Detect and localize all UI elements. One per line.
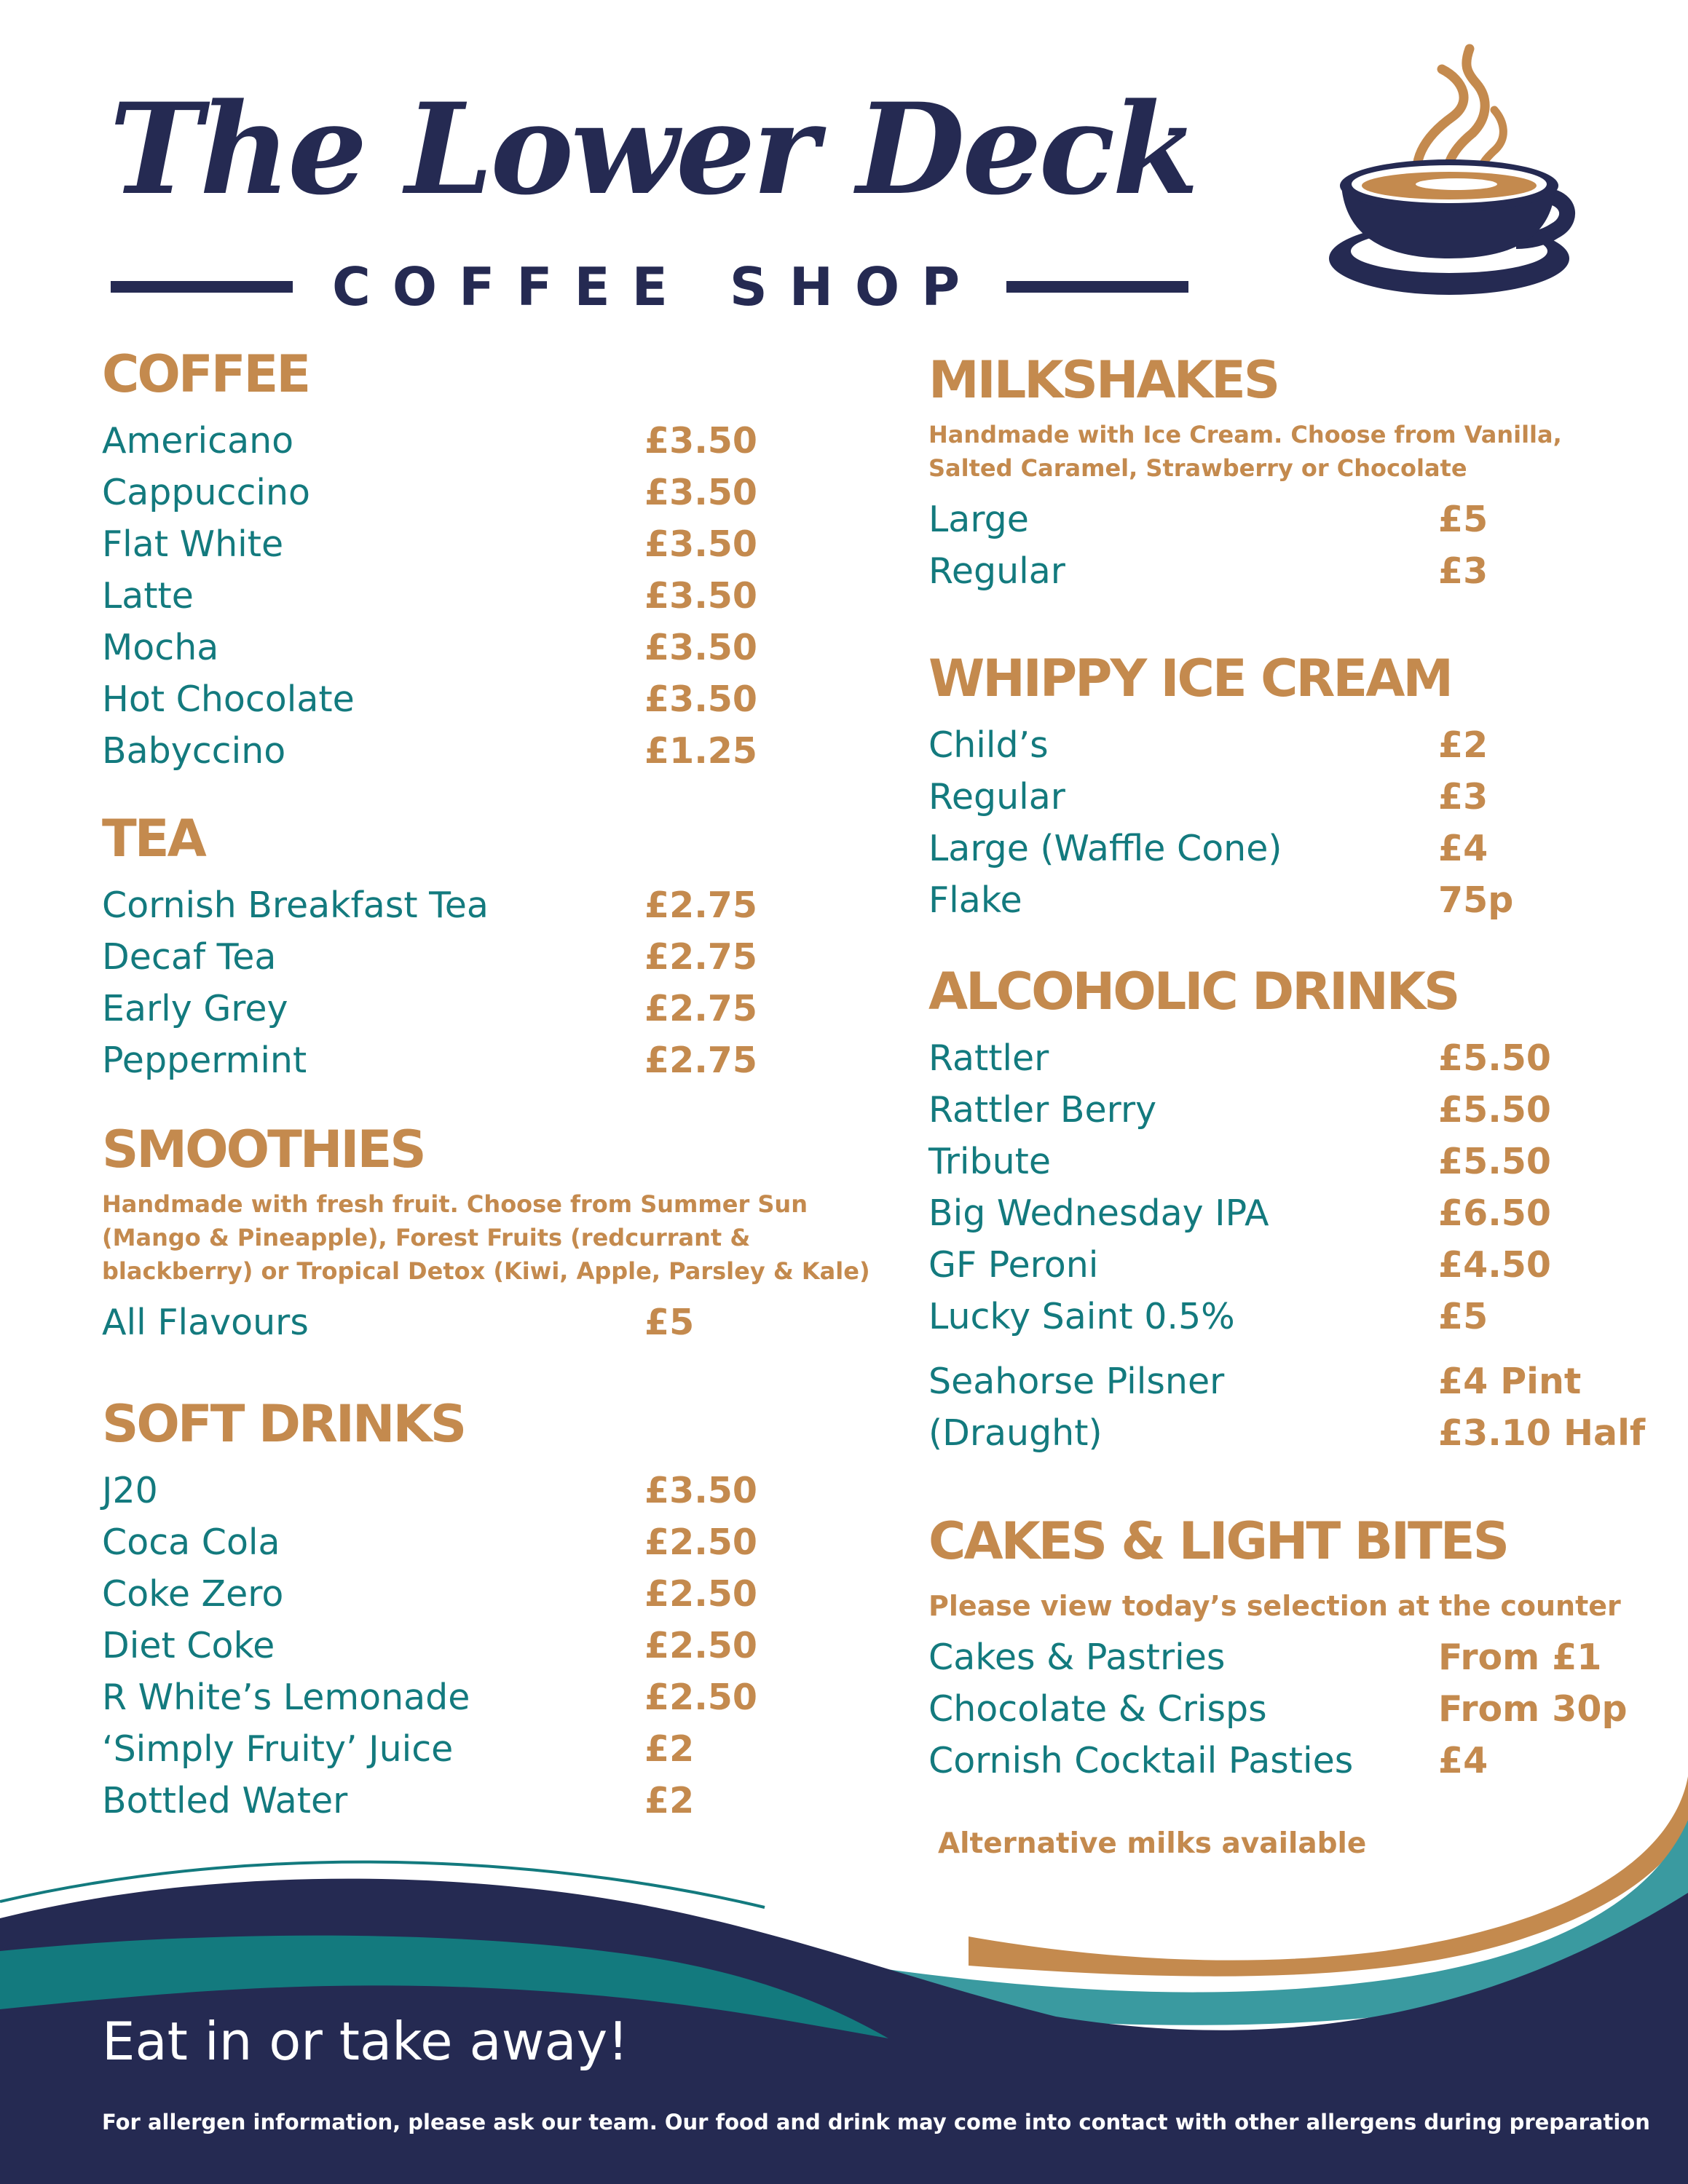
section-title-tea: TEA (102, 809, 205, 869)
item-name: Bottled Water (102, 1780, 348, 1821)
item-price: £1.25 (644, 730, 757, 772)
item-price: £3.10 Half (1438, 1412, 1646, 1454)
item-price: £5 (1438, 1296, 1488, 1337)
item-name: Large (928, 499, 1029, 540)
item-price: £5 (644, 1302, 695, 1343)
item-price: £4.50 (1438, 1244, 1551, 1286)
item-name: Babyccino (102, 730, 286, 772)
item-price: £2 (644, 1728, 695, 1770)
section-title-soft-drinks: SOFT DRINKS (102, 1394, 465, 1454)
item-price: £3.50 (644, 627, 757, 668)
footer-tagline: Eat in or take away! (102, 2011, 629, 2072)
item-price: From £1 (1438, 1637, 1602, 1678)
section-title-alcoholic: ALCOHOLIC DRINKS (928, 962, 1459, 1021)
item-name: Large (Waffle Cone) (928, 828, 1282, 869)
item-price: £4 (1438, 828, 1488, 869)
alternative-milks-note: Alternative milks available (938, 1827, 1367, 1860)
note-line: blackberry) or Tropical Detox (Kiwi, Apple, Parsley & Kale) (102, 1257, 870, 1285)
note-line: Handmade with Ice Cream. Choose from Vanilla, (928, 421, 1562, 448)
item-name: Cornish Cocktail Pasties (928, 1740, 1354, 1781)
item-name: Flat White (102, 523, 284, 565)
section-title-milkshakes: MILKSHAKES (928, 350, 1279, 410)
item-price: £2.75 (644, 885, 757, 926)
section-title-coffee: COFFEE (102, 344, 309, 404)
item-price: £2.50 (644, 1522, 757, 1563)
item-price: £3.50 (644, 678, 757, 720)
item-name: Lucky Saint 0.5% (928, 1296, 1235, 1337)
item-name: Latte (102, 575, 194, 617)
section-title-whippy: WHIPPY ICE CREAM (928, 649, 1452, 708)
item-name: Child’s (928, 724, 1049, 766)
item-name: Cappuccino (102, 472, 311, 513)
allergen-note: For allergen information, please ask our team. Our food and drink may come into contact with other allergens during preparation (102, 2110, 1650, 2134)
item-name: Cornish Breakfast Tea (102, 885, 489, 926)
section-title-smoothies: SMOOTHIES (102, 1120, 425, 1179)
item-price: From 30p (1438, 1688, 1628, 1730)
item-price: £3.50 (644, 420, 757, 462)
item-name: (Draught) (928, 1412, 1103, 1454)
item-price: £2.50 (644, 1677, 757, 1718)
item-name: Diet Coke (102, 1625, 275, 1666)
item-name: Coca Cola (102, 1522, 280, 1563)
item-price: £3 (1438, 550, 1488, 592)
item-name: Hot Chocolate (102, 678, 355, 720)
item-price: £2.50 (644, 1573, 757, 1615)
item-price: £5.50 (1438, 1141, 1551, 1182)
item-price: £2.75 (644, 936, 757, 978)
section-title-cakes: CAKES & LIGHT BITES (928, 1511, 1507, 1571)
item-name: Flake (928, 879, 1022, 921)
item-price: £2.50 (644, 1625, 757, 1666)
item-price: £2 (1438, 724, 1488, 766)
item-name: Decaf Tea (102, 936, 277, 978)
item-name: R White’s Lemonade (102, 1677, 470, 1718)
item-name: Coke Zero (102, 1573, 284, 1615)
item-name: Tribute (928, 1141, 1052, 1182)
item-name: Cakes & Pastries (928, 1637, 1226, 1678)
item-name: Regular (928, 776, 1065, 818)
item-price: 75p (1438, 879, 1514, 921)
note-line: Please view today’s selection at the counter (928, 1590, 1621, 1622)
item-price: £5 (1438, 499, 1488, 540)
item-name: All Flavours (102, 1302, 309, 1343)
item-name: Early Grey (102, 988, 288, 1029)
shop-subtitle: COFFEE SHOP (332, 256, 982, 317)
item-price: £4 (1438, 1740, 1488, 1781)
item-name: Regular (928, 550, 1065, 592)
item-name: GF Peroni (928, 1244, 1099, 1286)
item-name: Chocolate & Crisps (928, 1688, 1267, 1730)
item-price: £5.50 (1438, 1037, 1551, 1079)
item-name: Peppermint (102, 1040, 307, 1081)
note-line: Salted Caramel, Strawberry or Chocolate (928, 454, 1467, 482)
item-price: £2.75 (644, 988, 757, 1029)
note-line: (Mango & Pineapple), Forest Fruits (redcurrant & (102, 1224, 751, 1251)
item-name: Rattler (928, 1037, 1049, 1079)
item-price: £5.50 (1438, 1089, 1551, 1131)
note-line: Handmade with fresh fruit. Choose from Summer Sun (102, 1190, 808, 1218)
item-price: £3 (1438, 776, 1488, 818)
shop-title: The Lower Deck (109, 75, 1196, 223)
item-name: Americano (102, 420, 294, 462)
item-name: Big Wednesday IPA (928, 1192, 1269, 1234)
item-name: ‘Simply Fruity’ Juice (102, 1728, 454, 1770)
item-price: £3.50 (644, 523, 757, 565)
item-name: J20 (102, 1470, 158, 1511)
item-price: £2.75 (644, 1040, 757, 1081)
item-price: £3.50 (644, 1470, 757, 1511)
item-price: £6.50 (1438, 1192, 1551, 1234)
item-price: £3.50 (644, 575, 757, 617)
item-name: Mocha (102, 627, 219, 668)
item-name: Seahorse Pilsner (928, 1361, 1225, 1402)
item-price: £3.50 (644, 472, 757, 513)
item-price: £4 Pint (1438, 1361, 1582, 1402)
item-price: £2 (644, 1780, 695, 1821)
item-name: Rattler Berry (928, 1089, 1157, 1131)
